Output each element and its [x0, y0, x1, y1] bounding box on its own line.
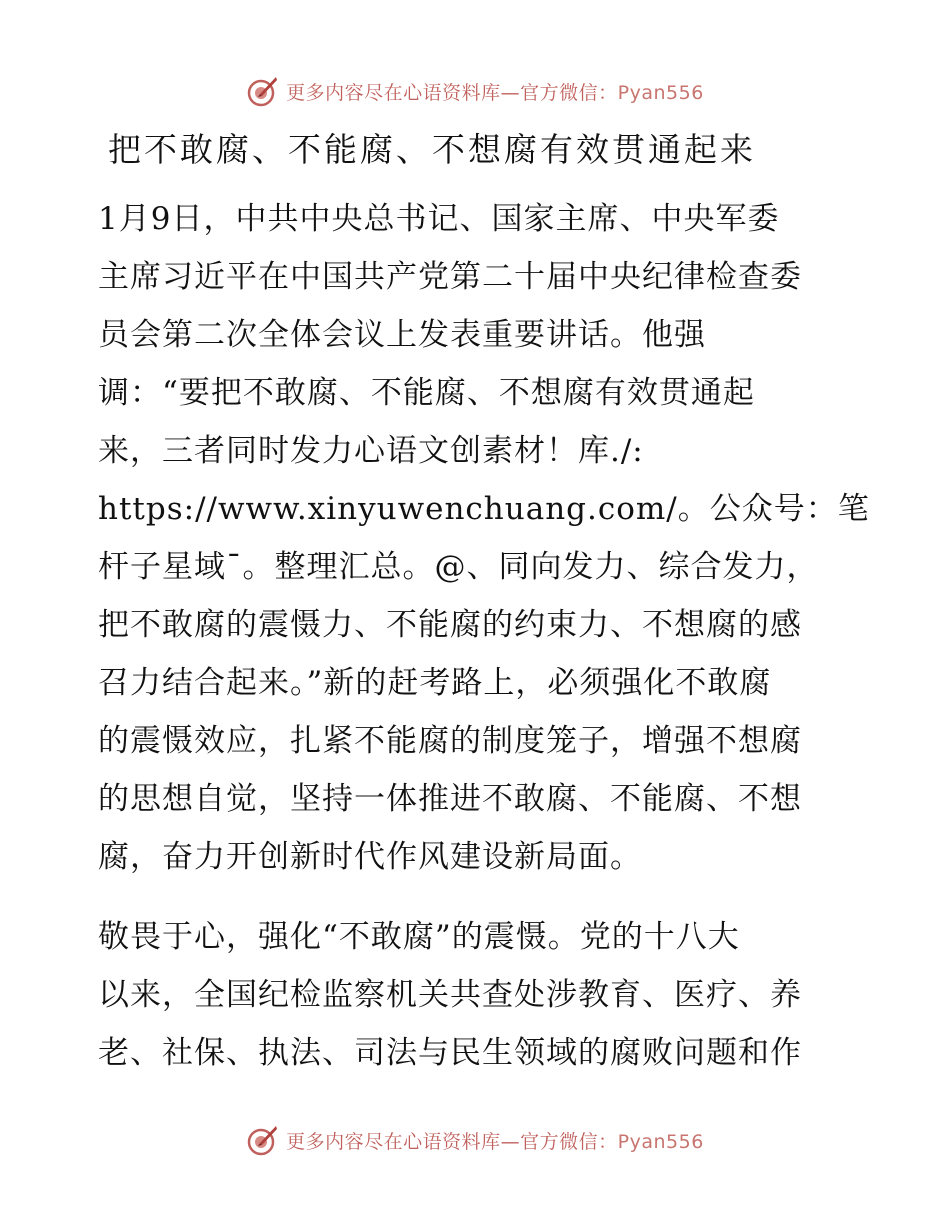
text-line: 主席习近平在中国共产党第二十届中央纪律检查委 — [98, 259, 802, 295]
watermark-text — [286, 78, 704, 105]
text-line: 杆子星域¯。整理汇总。@、同向发力、综合发力， — [98, 549, 819, 585]
document-title: 把不敢腐、不能腐、不想腐有效贯通起来 — [108, 130, 756, 169]
text-line: 来，三者同时发力心语文创素材！库./: — [98, 433, 644, 469]
paragraph-2 — [98, 908, 858, 1082]
quill-pen-logo-icon — [246, 74, 280, 108]
quill-pen-logo-icon — [246, 1123, 280, 1157]
text-line: 以来，全国纪检监察机关共查处涉教育、医疗、养 — [98, 977, 802, 1013]
text-line: 调：“要把不敢腐、不能腐、不想腐有效贯通起 — [98, 375, 755, 411]
text-line: 腐，奋力开创新时代作风建设新局面。 — [98, 839, 642, 875]
watermark-label: 更多内容尽在心语资料库—官方微信： — [286, 81, 618, 104]
watermark-text — [286, 1127, 704, 1154]
text-line: 敬畏于心，强化“不敢腐”的震慑。党的十八大 — [98, 919, 740, 955]
text-line: https://www.xinyuwenchuang.com/。公众号：笔 — [98, 491, 870, 527]
watermark-label: 更多内容尽在心语资料库—官方微信： — [286, 1130, 618, 1153]
watermark-wechat-id: Pyan556 — [617, 1130, 704, 1153]
text-line: 把不敢腐的震慑力、不能腐的约束力、不想腐的感 — [98, 607, 802, 643]
text-line: 的思想自觉，坚持一体推进不敢腐、不能腐、不想 — [98, 781, 802, 817]
text-line: 员会第二次全体会议上发表重要讲话。他强 — [98, 317, 706, 353]
text-line: 的震慑效应，扎紧不能腐的制度笼子，增强不想腐 — [98, 723, 802, 759]
header-watermark — [0, 71, 950, 111]
text-line: 召力结合起来。”新的赶考路上，必须强化不敢腐 — [98, 665, 772, 701]
watermark-wechat-id: Pyan556 — [617, 81, 704, 104]
footer-watermark — [0, 1120, 950, 1160]
paragraph-1 — [98, 190, 870, 886]
text-line: 1月9日，中共中央总书记、国家主席、中央军委 — [98, 201, 780, 237]
text-line: 老、社保、执法、司法与民生领域的腐败问题和作 — [98, 1035, 802, 1071]
